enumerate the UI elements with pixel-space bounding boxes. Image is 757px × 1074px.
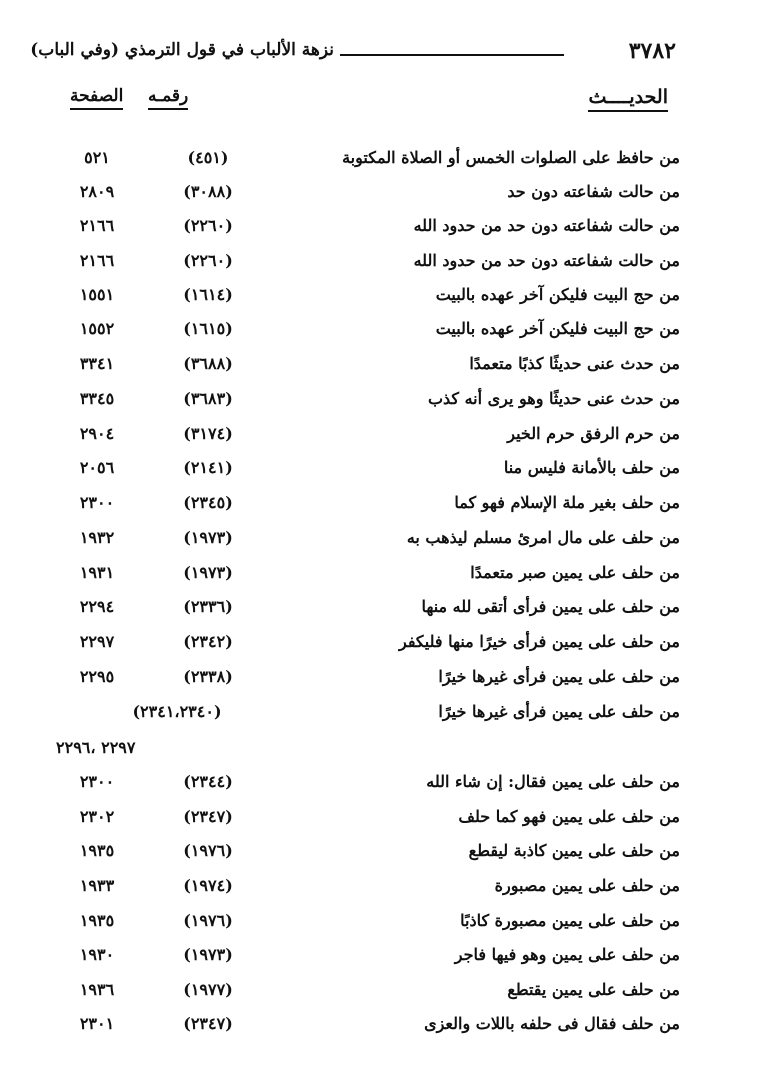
index-entry bbox=[56, 772, 680, 802]
index-entry bbox=[56, 251, 680, 281]
index-entry bbox=[56, 563, 680, 593]
entry-text: من حج البيت فليكن آخر عهده بالبيت bbox=[435, 285, 680, 304]
entry-text: من حلف على يمين يقتطع bbox=[507, 980, 680, 999]
index-entry bbox=[56, 632, 680, 662]
entry-text: من حلف على يمين فرأى أتقى لله منها bbox=[421, 597, 680, 616]
entry-text: من حلف فقال فى حلفه باللات والعزى bbox=[424, 1014, 680, 1033]
entry-number: (١٩٧٤) bbox=[183, 876, 233, 895]
entry-text: من حالت شفاعته دون حد bbox=[507, 182, 680, 201]
entry-number: (٢٣٤٧) bbox=[183, 807, 233, 826]
index-entry bbox=[56, 841, 680, 871]
entry-page: ١٩٣٥ bbox=[79, 841, 115, 860]
entry-text: من حلف على يمين فرأى غيرها خيرًا bbox=[438, 667, 680, 686]
index-entry bbox=[56, 876, 680, 906]
index-entry bbox=[56, 1014, 680, 1044]
index-entry bbox=[56, 980, 680, 1010]
entry-number: (٣١٧٤) bbox=[183, 424, 233, 443]
entry-text: من حلف على يمين مصبورة كاذبًا bbox=[460, 911, 680, 930]
index-entry bbox=[56, 597, 680, 627]
entry-page: ٢١٦٦ bbox=[79, 251, 115, 270]
entry-number: (٢٣٤٤) bbox=[183, 772, 233, 791]
entry-text: من حدث عنى حديثًا كذبًا متعمدًا bbox=[469, 354, 680, 373]
index-entry bbox=[56, 945, 680, 975]
entry-number: (١٩٧٧) bbox=[183, 980, 233, 999]
entry-number: (١٦١٤) bbox=[183, 285, 233, 304]
entry-number: (٢١٤١) bbox=[183, 458, 233, 477]
entry-number: (٢٣٤١،٢٣٤٠) bbox=[132, 702, 222, 721]
entry-number: (٢٣٤٥) bbox=[183, 493, 233, 512]
entry-text: من حلف على يمين وهو فيها فاجر bbox=[454, 945, 680, 964]
entry-text: من حرم الرفق حرم الخير bbox=[507, 424, 680, 443]
entry-text: من حلف على مال امرئ مسلم ليذهب به bbox=[406, 528, 680, 547]
entry-page: ٢٩٠٤ bbox=[79, 424, 115, 443]
index-entry bbox=[56, 807, 680, 837]
entry-number: (٢٣٤٧) bbox=[183, 1014, 233, 1033]
entry-page: ٥٢١ bbox=[84, 148, 110, 167]
entry-number: (١٩٧٣) bbox=[183, 563, 233, 582]
entry-text: من حلف بالأمانة فليس منا bbox=[503, 458, 680, 477]
entry-page: ٣٣٤٥ bbox=[79, 389, 115, 408]
entry-page: ٢٨٠٩ bbox=[79, 182, 115, 201]
entry-text: من حج البيت فليكن آخر عهده بالبيت bbox=[435, 319, 680, 338]
entry-text: من حالت شفاعته دون حد من حدود الله bbox=[413, 251, 680, 270]
index-entry bbox=[56, 493, 680, 523]
entry-page: ١٩٣٦ bbox=[79, 980, 115, 999]
index-entry bbox=[56, 285, 680, 315]
entry-number: (١٩٧٣) bbox=[183, 945, 233, 964]
index-entry bbox=[56, 424, 680, 454]
index-entry bbox=[56, 216, 680, 246]
column-headings bbox=[60, 86, 668, 118]
column-heading-hadith: الحديــــث bbox=[588, 86, 668, 112]
entry-text: من حدث عنى حديثًا وهو يرى أنه كذب bbox=[427, 389, 680, 408]
entry-text: من حلف على يمين فهو كما حلف bbox=[458, 807, 680, 826]
entry-page: ١٩٣٠ bbox=[79, 945, 115, 964]
entry-text: من حلف على يمين فقال: إن شاء الله bbox=[426, 772, 680, 791]
entry-page: ٢٣٠٢ bbox=[79, 807, 115, 826]
entry-text: من حلف على يمين فرأى غيرها خيرًا bbox=[438, 702, 680, 721]
book-title: نزهة الألباب في قول الترمذي (وفي الباب) bbox=[30, 40, 334, 60]
entry-number: (١٦١٥) bbox=[183, 319, 233, 338]
entry-number: (٣٠٨٨) bbox=[183, 182, 233, 201]
entry-text: من حلف بغير ملة الإسلام فهو كما bbox=[454, 493, 680, 512]
entry-page: ٢٢٩٥ bbox=[79, 667, 115, 686]
entry-page: ٢٠٥٦ bbox=[79, 458, 115, 477]
index-entry bbox=[56, 667, 680, 697]
entry-text: من حافظ على الصلوات الخمس أو الصلاة المكتوبة bbox=[342, 148, 680, 167]
entry-number: (٤٥١) bbox=[187, 148, 229, 167]
entry-page-continuation: ٢٢٩٧ ،٢٢٩٦ bbox=[56, 738, 136, 757]
entry-number: (٢٣٤٢) bbox=[183, 632, 233, 651]
entry-page: ٢٣٠٠ bbox=[79, 772, 115, 791]
entry-page: ٢٢٩٧ bbox=[79, 632, 115, 651]
running-header bbox=[30, 38, 676, 70]
entry-page: ١٩٣١ bbox=[79, 563, 115, 582]
index-entry bbox=[56, 458, 680, 488]
index-entry bbox=[56, 389, 680, 419]
page-number: ٣٧٨٢ bbox=[628, 38, 676, 64]
header-rule bbox=[340, 54, 564, 56]
entry-text: من حلف على يمين مصبورة bbox=[494, 876, 680, 895]
entry-number: (١٩٧٦) bbox=[183, 911, 233, 930]
entry-page: ٢١٦٦ bbox=[79, 216, 115, 235]
entry-number: (٣٦٨٣) bbox=[183, 389, 233, 408]
entry-text: من حلف على يمين كاذبة ليقطع bbox=[468, 841, 680, 860]
entry-number: (٢٣٣٦) bbox=[183, 597, 233, 616]
entry-number: (٢٢٦٠) bbox=[183, 216, 233, 235]
entry-number: (١٩٧٣) bbox=[183, 528, 233, 547]
index-entry bbox=[56, 319, 680, 349]
index-entry bbox=[56, 911, 680, 941]
entry-number: (٢٢٦٠) bbox=[183, 251, 233, 270]
index-entry bbox=[56, 354, 680, 384]
entry-text: من حالت شفاعته دون حد من حدود الله bbox=[413, 216, 680, 235]
entry-page: ١٩٣٢ bbox=[79, 528, 115, 547]
entry-number: (٢٣٣٨) bbox=[183, 667, 233, 686]
entry-page: ١٥٥٢ bbox=[79, 319, 115, 338]
index-entry bbox=[56, 148, 680, 178]
entry-number: (١٩٧٦) bbox=[183, 841, 233, 860]
column-heading-page: الصفحة bbox=[70, 86, 123, 110]
entry-page: ١٥٥١ bbox=[79, 285, 115, 304]
column-heading-number: رقمـه bbox=[148, 86, 188, 110]
index-entry bbox=[56, 528, 680, 558]
entry-page: ٣٣٤١ bbox=[79, 354, 115, 373]
entry-page: ١٩٣٣ bbox=[79, 876, 115, 895]
entry-page: ٢٢٩٤ bbox=[79, 597, 115, 616]
entry-page: ٢٣٠١ bbox=[79, 1014, 115, 1033]
entry-text: من حلف على يمين فرأى خيرًا منها فليكفر bbox=[399, 632, 680, 651]
index-entry bbox=[56, 182, 680, 212]
index-entry bbox=[56, 702, 680, 732]
entry-text: من حلف على يمين صبر متعمدًا bbox=[470, 563, 680, 582]
entry-page: ١٩٣٥ bbox=[79, 911, 115, 930]
entry-page: ٢٣٠٠ bbox=[79, 493, 115, 512]
entry-number: (٣٦٨٨) bbox=[183, 354, 233, 373]
